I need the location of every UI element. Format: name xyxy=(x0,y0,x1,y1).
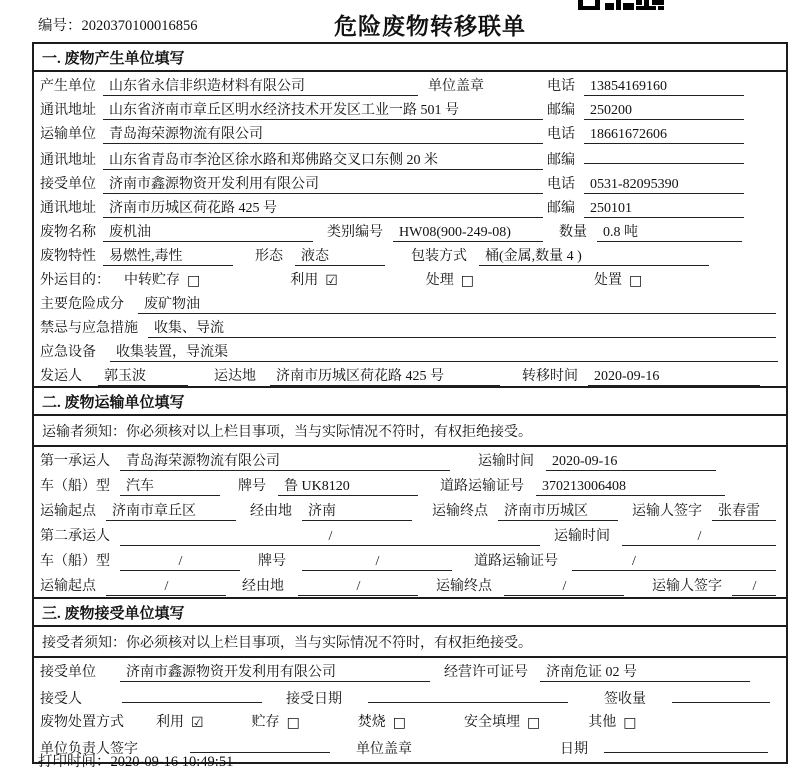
second-endpoint-label: 运输终点 xyxy=(436,579,492,594)
print-time-value: 2020-09-16 10:49:51 xyxy=(110,754,234,768)
first-plate-label: 牌号 xyxy=(238,479,266,494)
disposal-storage-checkbox: □ xyxy=(286,715,300,731)
first-endpoint-value: 济南市历城区 xyxy=(498,500,618,521)
disposal-other-checkbox: □ xyxy=(623,715,637,731)
shipper-value: 郭玉波 xyxy=(98,365,188,386)
accept-unit-label: 接受单位 xyxy=(40,665,96,680)
first-origin-value: 济南市章丘区 xyxy=(106,500,236,521)
waste-name-value: 废机油 xyxy=(103,221,313,242)
producer-phone-value: 13854169160 xyxy=(584,79,744,96)
category-code-value: HW08(900-249-08) xyxy=(393,225,543,242)
disposal-option-storage xyxy=(252,711,300,731)
purpose-treat-checkbox: □ xyxy=(460,273,475,289)
receiver-address-label: 通讯地址 xyxy=(40,201,96,216)
first-plate-value: 鲁 UK8120 xyxy=(278,475,418,496)
disposal-incinerate-checkbox: □ xyxy=(392,715,407,731)
purpose-option-transfer-storage xyxy=(124,269,200,289)
disposal-incinerate-label: 焚烧 xyxy=(357,715,386,730)
unit-seal-label: 单位盖章 xyxy=(428,79,484,94)
section1-title: 一. 废物产生单位填写 xyxy=(34,44,786,72)
document-number-value: 2020370100016856 xyxy=(81,18,198,34)
waste-property-row xyxy=(34,242,786,266)
second-carrier-row xyxy=(34,522,786,547)
producer-zip-label: 邮编 xyxy=(547,103,575,118)
first-carrier-sign-label: 运输人签字 xyxy=(632,504,702,519)
category-code-label: 类别编号 xyxy=(327,225,383,240)
qr-code-fragment-icon xyxy=(578,0,664,10)
purpose-option-dispose xyxy=(594,269,642,289)
disposal-other-label: 其他 xyxy=(588,715,617,730)
first-carrier-value: 青岛海荣源物流有限公司 xyxy=(120,450,450,471)
first-vehicle-type-value: 汽车 xyxy=(120,475,220,496)
second-carrier-label: 第二承运人 xyxy=(40,529,110,544)
waste-name-label: 废物名称 xyxy=(40,225,96,240)
transfer-purpose-label: 外运目的： xyxy=(40,273,110,288)
emergency-measures-row xyxy=(34,314,786,338)
disposal-method-label: 废物处置方式 xyxy=(40,715,124,730)
purpose-transfer-storage-checkbox: □ xyxy=(187,273,201,289)
second-endpoint-value: / xyxy=(504,579,624,596)
second-carrier-value: / xyxy=(120,529,540,546)
hazard-component-value: 废矿物油 xyxy=(138,293,776,314)
first-road-permit-value: 370213006408 xyxy=(536,479,725,496)
second-carrier-sign-label: 运输人签字 xyxy=(652,579,722,594)
first-carrier-sign-value: 张春雷 xyxy=(712,500,776,521)
purpose-dispose-label: 处置 xyxy=(594,273,623,288)
sign-date-value xyxy=(604,736,768,753)
page-title: 危险废物转移联单 xyxy=(334,14,526,39)
second-vehicle-type-label: 车（船）型 xyxy=(40,554,110,569)
transfer-purpose-row xyxy=(34,266,786,290)
accept-date-label: 接受日期 xyxy=(286,692,342,707)
disposal-option-other xyxy=(588,711,636,731)
second-transport-time-value: / xyxy=(622,529,776,546)
receiver-address-row xyxy=(34,194,786,218)
disposal-method-row xyxy=(34,708,786,733)
transporter-zip-value xyxy=(584,147,744,164)
purpose-transfer-storage-label: 中转贮存 xyxy=(124,273,180,288)
waste-property-value: 易燃性,毒性 xyxy=(103,245,233,266)
print-time-label: 打印时间： xyxy=(38,754,111,768)
waste-name-row xyxy=(34,218,786,242)
quantity-label: 数量 xyxy=(559,225,587,240)
first-route-row xyxy=(34,497,786,522)
first-via-label: 经由地 xyxy=(250,504,292,519)
transfer-time-value: 2020-09-16 xyxy=(588,369,760,386)
section2-title: 二. 废物运输单位填写 xyxy=(34,386,786,416)
destination-value: 济南市历城区荷花路 425 号 xyxy=(270,365,500,386)
destination-label: 运达地 xyxy=(214,369,256,384)
second-road-permit-value: / xyxy=(572,554,776,571)
purpose-option-utilize xyxy=(290,269,338,289)
receiver-notice: 接受者须知：你必须核对以上栏目事项，当与实际情况不符时，有权拒绝接受。 xyxy=(34,627,786,658)
receiver-unit-label: 接受单位 xyxy=(40,177,96,192)
transporter-unit-row xyxy=(34,120,786,144)
emergency-measures-label: 禁忌与应急措施 xyxy=(40,321,138,336)
first-via-value: 济南 xyxy=(302,500,412,521)
transporter-phone-value: 18661672606 xyxy=(584,127,744,144)
accept-unit-row xyxy=(34,658,786,683)
sign-date-label: 日期 xyxy=(560,742,588,757)
disposal-option-landfill xyxy=(464,711,540,731)
document-header xyxy=(0,6,796,40)
section3-title: 三. 废物接受单位填写 xyxy=(34,597,786,627)
first-origin-label: 运输起点 xyxy=(40,504,96,519)
purpose-treat-label: 处理 xyxy=(425,273,454,288)
producer-address-value: 山东省济南市章丘区明水经济技术开发区工业一路 501 号 xyxy=(103,99,543,120)
second-route-row xyxy=(34,572,786,597)
emergency-equipment-value: 收集装置，导流渠 xyxy=(110,341,778,362)
first-carrier-label: 第一承运人 xyxy=(40,454,110,469)
form-state-value: 液态 xyxy=(295,245,385,266)
transporter-notice: 运输者须知：你必须核对以上栏目事项，当与实际情况不符时，有权拒绝接受。 xyxy=(34,416,786,447)
disposal-storage-label: 贮存 xyxy=(251,715,280,730)
transporter-zip-label: 邮编 xyxy=(547,153,575,168)
purpose-utilize-checkbox: ☑ xyxy=(325,273,338,289)
transporter-address-row xyxy=(34,144,786,170)
responsible-sign-label: 单位负责人签字 xyxy=(40,742,138,757)
second-origin-value: / xyxy=(106,579,226,596)
transfer-time-label: 转移时间 xyxy=(522,369,578,384)
packing-method-label: 包装方式 xyxy=(411,249,467,264)
transporter-phone-label: 电话 xyxy=(547,127,575,142)
shipper-label: 发运人 xyxy=(40,369,82,384)
disposal-landfill-checkbox: □ xyxy=(527,715,541,731)
second-vehicle-row xyxy=(34,547,786,572)
first-road-permit-label: 道路运输证号 xyxy=(440,479,524,494)
first-carrier-row xyxy=(34,447,786,472)
first-transport-time-label: 运输时间 xyxy=(478,454,534,469)
manifest-form xyxy=(32,42,788,764)
license-number-value: 济南危证 02 号 xyxy=(540,661,750,682)
signed-quantity-label: 签收量 xyxy=(604,692,646,707)
hazard-component-label: 主要危险成分 xyxy=(40,297,124,312)
print-time xyxy=(38,750,233,768)
transporter-address-value: 山东省青岛市李沧区徐水路和郑佛路交叉口东侧 20 米 xyxy=(103,149,543,170)
receiver-zip-label: 邮编 xyxy=(547,201,575,216)
second-plate-label: 牌号 xyxy=(258,554,286,569)
transporter-unit-label: 运输单位 xyxy=(40,127,96,142)
document-number-label: 编号： xyxy=(38,18,82,34)
purpose-dispose-checkbox: □ xyxy=(629,273,643,289)
transporter-unit-value: 青岛海荣源物流有限公司 xyxy=(103,123,543,144)
receiver-address-value: 济南市历城区荷花路 425 号 xyxy=(103,197,543,218)
producer-unit-row xyxy=(34,72,786,96)
first-vehicle-row xyxy=(34,472,786,497)
disposal-landfill-label: 安全填埋 xyxy=(464,715,521,730)
receiver-phone-label: 电话 xyxy=(547,177,575,192)
second-via-label: 经由地 xyxy=(242,579,284,594)
hazard-component-row xyxy=(34,290,786,314)
disposal-utilize-label: 利用 xyxy=(156,715,184,730)
producer-zip-value: 250200 xyxy=(584,103,744,120)
second-origin-label: 运输起点 xyxy=(40,579,96,594)
accept-date-value xyxy=(368,686,568,703)
accept-person-value xyxy=(122,686,262,703)
second-transport-time-label: 运输时间 xyxy=(554,529,610,544)
producer-unit-value: 山东省永信非织造材料有限公司 xyxy=(103,75,418,96)
disposal-utilize-checkbox: ☑ xyxy=(191,715,204,731)
accept-unit-seal-label: 单位盖章 xyxy=(356,742,412,757)
producer-address-row xyxy=(34,96,786,120)
purpose-utilize-label: 利用 xyxy=(290,273,319,288)
receiver-phone-value: 0531-82095390 xyxy=(584,177,744,194)
first-transport-time-value: 2020-09-16 xyxy=(546,454,716,471)
quantity-value: 0.8 吨 xyxy=(597,221,742,242)
transporter-address-label: 通讯地址 xyxy=(40,153,96,168)
accept-person-row xyxy=(34,683,786,708)
first-endpoint-label: 运输终点 xyxy=(432,504,488,519)
producer-unit-label: 产生单位 xyxy=(40,79,96,94)
second-road-permit-label: 道路运输证号 xyxy=(474,554,558,569)
second-via-value: / xyxy=(298,579,418,596)
first-vehicle-type-label: 车（船）型 xyxy=(40,479,110,494)
receiver-zip-value: 250101 xyxy=(584,201,744,218)
producer-phone-label: 电话 xyxy=(547,79,575,94)
signed-quantity-value xyxy=(672,686,770,703)
purpose-option-treat xyxy=(426,269,474,289)
second-carrier-sign-value: / xyxy=(732,579,776,596)
form-state-label: 形态 xyxy=(255,249,283,264)
disposal-option-utilize xyxy=(156,711,204,731)
waste-property-label: 废物特性 xyxy=(40,249,96,264)
emergency-equipment-row xyxy=(34,338,786,362)
receiver-unit-row xyxy=(34,170,786,194)
receiver-unit-value: 济南市鑫源物资开发利用有限公司 xyxy=(103,173,543,194)
license-number-label: 经营许可证号 xyxy=(444,665,528,680)
emergency-measures-value: 收集、导流 xyxy=(148,317,776,338)
second-vehicle-type-value: / xyxy=(120,554,240,571)
packing-method-value: 桶(金属,数量 4 ) xyxy=(479,245,709,266)
accept-person-label: 接受人 xyxy=(40,692,82,707)
producer-address-label: 通讯地址 xyxy=(40,103,96,118)
accept-unit-value: 济南市鑫源物资开发利用有限公司 xyxy=(120,661,430,682)
disposal-option-incinerate xyxy=(358,711,406,731)
second-plate-value: / xyxy=(302,554,452,571)
emergency-equipment-label: 应急设备 xyxy=(40,345,96,360)
shipper-row xyxy=(34,362,786,386)
